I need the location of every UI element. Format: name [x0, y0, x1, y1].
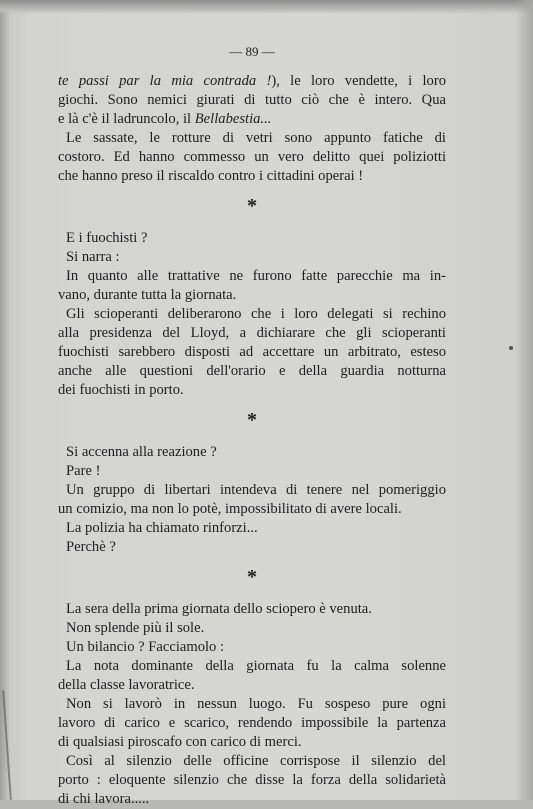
text-line: Gli scioperanti deliberarono che i loro delegati si rechino: [66, 306, 446, 322]
text-line: Le sassate, le rotture di vetri sono appunto fatiche di: [66, 130, 446, 146]
page-text: [58, 44, 446, 809]
paragraph: [58, 481, 446, 519]
paragraph: [58, 519, 446, 538]
text-line: Così al silenzio delle officine corrispose il silenzio del: [66, 753, 446, 769]
text-line: Non si lavorò in nessun luogo. Fu sospeso pure ogni: [66, 696, 446, 712]
page-body: [58, 72, 446, 809]
paragraph: [58, 619, 446, 638]
text-line: che hanno preso il riscaldo contro i cittadini operai !: [58, 168, 364, 184]
paragraph: [58, 538, 446, 557]
paragraph: [58, 248, 446, 267]
paragraph: [58, 752, 446, 809]
text-line: Perchè ?: [66, 539, 116, 555]
ink-speck: [509, 346, 513, 350]
text-line: dei fuochisti in porto.: [58, 382, 184, 398]
section-separator: *: [247, 409, 257, 431]
book-spine-mark: [2, 690, 12, 800]
paragraph: [58, 305, 446, 400]
text-line: vano, durante tutta la giornata.: [58, 287, 237, 303]
section-separator: *: [247, 195, 257, 217]
text-line: un comizio, ma non lo potè, impossibilitato di avere locali.: [58, 501, 402, 517]
paragraph: [58, 657, 446, 695]
page-top-edge: [0, 0, 533, 14]
paragraph: [58, 229, 446, 248]
paragraph: [58, 600, 446, 619]
text-line: giochi. Sono nemici giurati di tutto ciò che è intero. Qua: [58, 92, 446, 108]
text-line: di qualsiasi piroscafo con carico di merci.: [58, 734, 302, 750]
text-line: Un bilancio ? Facciamolo :: [66, 639, 225, 655]
paragraph: [58, 462, 446, 481]
text-line: In quanto alle trattative ne furono fatte parecchie ma in-: [66, 268, 446, 284]
text-line: anche alle questioni dell'orario e della guardia notturna: [58, 363, 446, 379]
text-line: della classe lavoratrice.: [58, 677, 195, 693]
text-line: te passi par la mia contrada !), le loro vendette, i loro: [58, 73, 446, 89]
text-line: fuochisti sarebbero disposti ad accettare un arbitrato, esteso: [58, 344, 446, 360]
paragraph: [58, 695, 446, 752]
text-line: La polizia ha chiamato rinforzi...: [66, 520, 258, 536]
text-line: di chi lavora.....: [58, 791, 150, 807]
text-line: Pare !: [66, 463, 101, 479]
text-line: La nota dominante della giornata fu la calma solenne: [66, 658, 446, 674]
text-line: E i fuochisti ?: [66, 230, 148, 246]
italic-text: Bellabestia...: [194, 111, 272, 127]
text-line: Un gruppo di libertari intendeva di tenere nel pomeriggio: [66, 482, 446, 498]
paragraph: [58, 638, 446, 657]
text-line: porto : eloquente silenzio che disse la forza della solidarietà: [58, 772, 446, 788]
paragraph: [58, 72, 446, 129]
page-number: — 89 —: [229, 44, 275, 59]
paragraph: [58, 267, 446, 305]
text-line: Si narra :: [66, 249, 120, 265]
text-line: costoro. Ed hanno commesso un vero delitto quei poliziotti: [58, 149, 446, 165]
text-line: alla presidenza del Lloyd, a dichiarare che gli scioperanti: [58, 325, 446, 341]
text-line: Si accenna alla reazione ?: [66, 444, 217, 460]
italic-text: te passi par la mia contrada !: [58, 73, 272, 89]
text-line: Non splende più il sole.: [66, 620, 205, 636]
text-line: e là c'è il ladruncolo, il Bellabestia...: [58, 111, 272, 127]
paragraph: [58, 443, 446, 462]
paragraph: [58, 129, 446, 186]
page-right-edge: [515, 0, 533, 800]
text-line: La sera della prima giornata dello sciopero è venuta.: [66, 601, 372, 617]
section-separator: *: [247, 566, 257, 588]
text-line: lavoro di carico e scarico, rendendo impossibile la partenza: [58, 715, 446, 731]
